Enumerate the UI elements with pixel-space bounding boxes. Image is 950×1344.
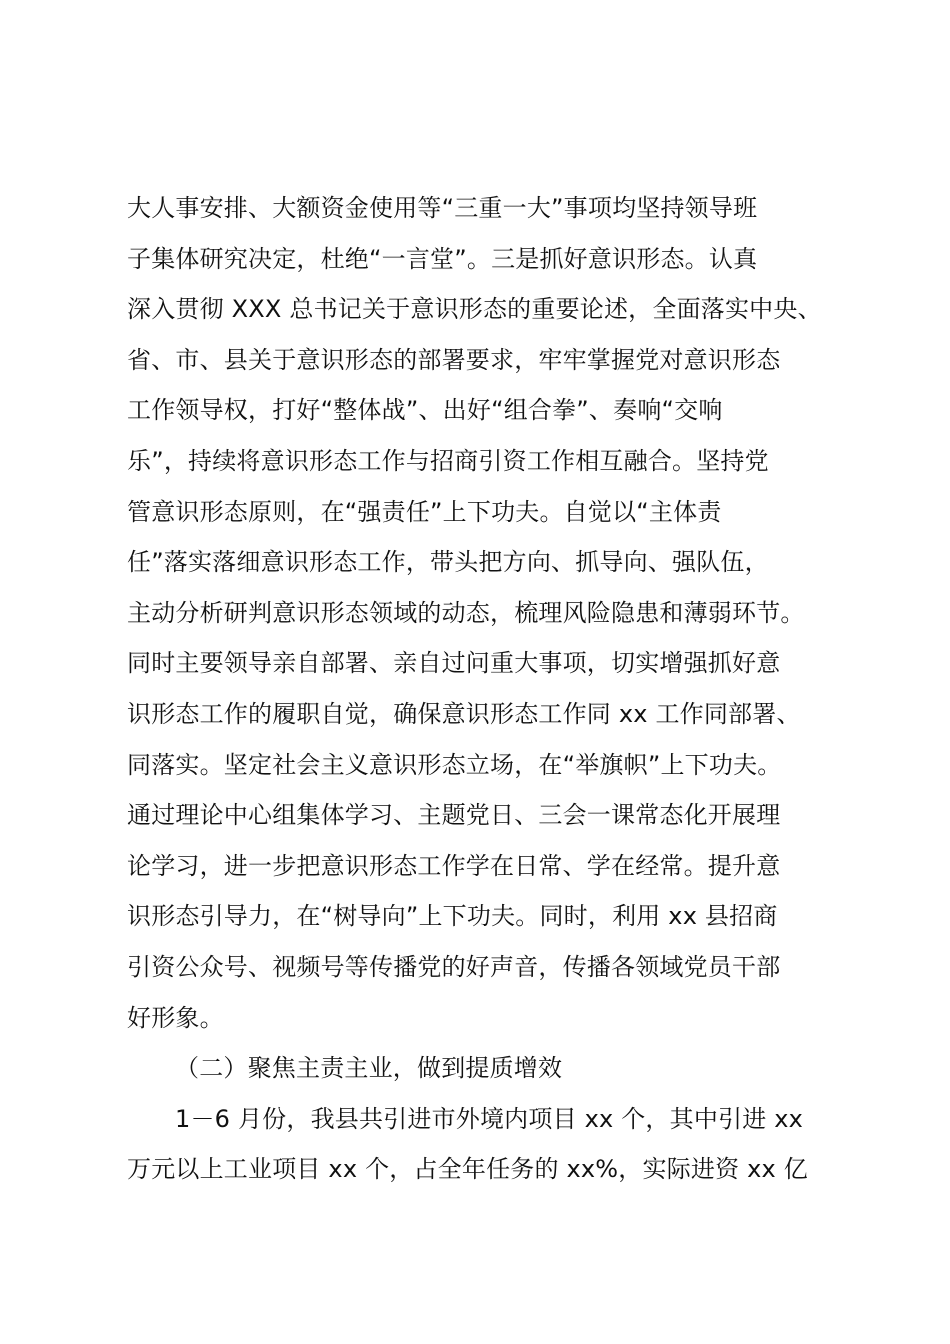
body-line: 同时主要领导亲自部署、亲自过问重大事项，切实增强抓好意 (127, 649, 781, 678)
body-line: 识形态工作的履职自觉，确保意识形态工作同 xx 工作同部署、 (127, 699, 801, 728)
body-line: 省、市、县关于意识形态的部署要求，牢牢掌握党对意识形态 (127, 345, 781, 374)
body-line: 引资公众号、视频号等传播党的好声音，传播各领域党员干部 (127, 952, 781, 981)
body-line: 子集体研究决定，杜绝“一言堂”。三是抓好意识形态。认真 (127, 244, 758, 273)
paragraph-line: 万元以上工业项目 xx 个，占全年任务的 xx%，实际进资 xx 亿 (127, 1155, 808, 1184)
body-line: 识形态引导力，在“树导向”上下功夫。同时，利用 xx 县招商 (127, 902, 778, 931)
paragraph-line: 1－6 月份，我县共引进市外境内项目 xx 个，其中引进 xx (175, 1104, 804, 1133)
body-line: 大人事安排、大额资金使用等“三重一大”事项均坚持领导班 (127, 194, 758, 222)
body-line: 同落实。坚定社会主义意识形态立场，在“举旗帜”上下功夫。 (127, 750, 782, 779)
body-line: 论学习，进一步把意识形态工作学在日常、学在经常。提升意 (127, 851, 781, 880)
body-line: 任”落实落细意识形态工作，带头把方向、抓导向、强队伍， (127, 548, 769, 577)
body-line: 主动分析研判意识形态领域的动态，梳理风险隐患和薄弱环节。 (127, 598, 805, 627)
body-line: 深入贯彻 XXX 总书记关于意识形态的重要论述，全面落实中央、 (127, 295, 822, 324)
body-line: 管意识形态原则，在“强责任”上下功夫。自觉以“主体责 (127, 497, 722, 526)
body-line: 乐”，持续将意识形态工作与招商引资工作相互融合。坚持党 (127, 446, 769, 475)
body-line: 工作领导权，打好“整体战”、出好“组合拳”、奏响“交响 (127, 396, 723, 425)
section-heading: （二）聚焦主责主业，做到提质增效 (175, 1054, 563, 1083)
body-line: 好形象。 (127, 1003, 224, 1032)
document-body (127, 183, 847, 1195)
body-line: 通过理论中心组集体学习、主题党日、三会一课常态化开展理 (127, 801, 781, 830)
